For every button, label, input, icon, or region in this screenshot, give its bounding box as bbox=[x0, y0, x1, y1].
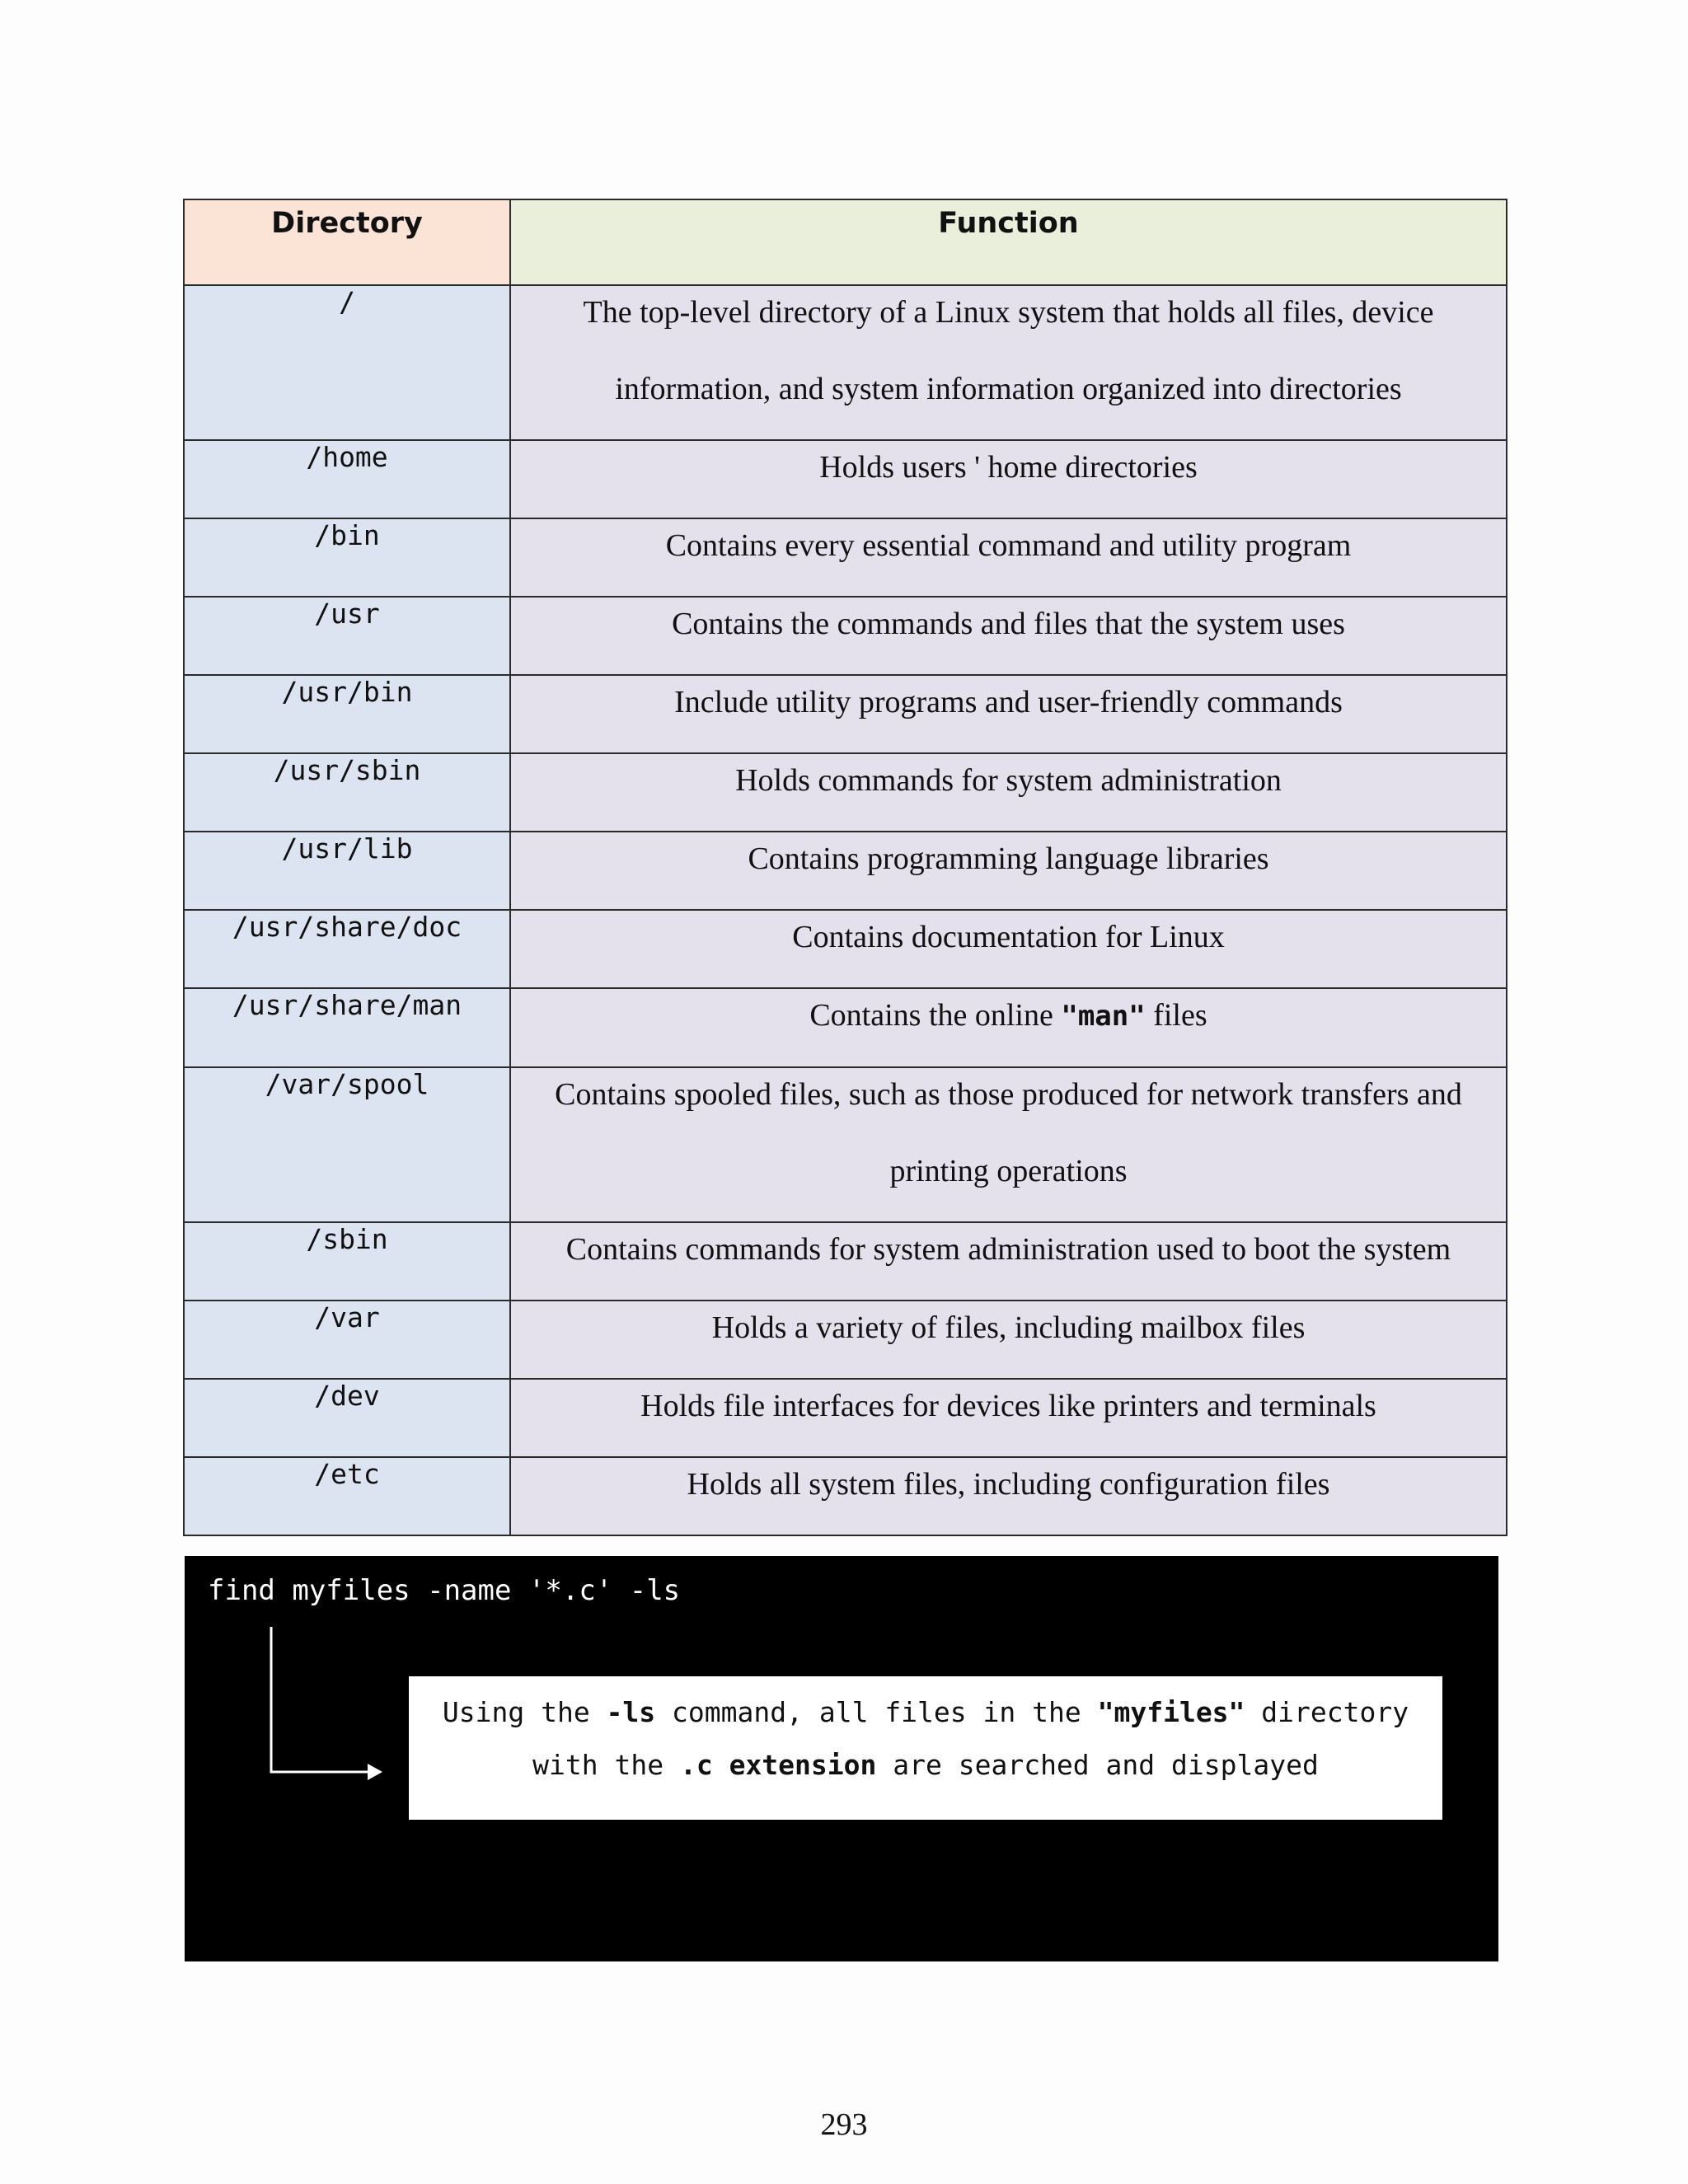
page-number: 293 bbox=[820, 2107, 868, 2142]
function-text: Contains the commands and files that the system uses bbox=[672, 607, 1345, 641]
table-header-row bbox=[184, 199, 1507, 285]
table-row bbox=[184, 1379, 1507, 1457]
function-cell bbox=[510, 1222, 1507, 1301]
table-row bbox=[184, 988, 1507, 1067]
table-row bbox=[184, 1301, 1507, 1379]
table-row bbox=[184, 675, 1507, 753]
function-cell bbox=[510, 1379, 1507, 1457]
callout-text: Using the bbox=[442, 1696, 607, 1728]
callout-text: with the bbox=[532, 1749, 680, 1781]
function-cell bbox=[510, 440, 1507, 518]
directory-cell: /usr/lib bbox=[184, 832, 510, 910]
function-cell bbox=[510, 597, 1507, 675]
table-row bbox=[184, 832, 1507, 910]
function-cell bbox=[510, 832, 1507, 910]
function-cell bbox=[510, 1067, 1507, 1222]
directory-cell: /var/spool bbox=[184, 1067, 510, 1222]
function-text: Contains documentation for Linux bbox=[792, 920, 1225, 954]
function-text: Holds users ' home directories bbox=[819, 450, 1198, 485]
function-cell bbox=[510, 988, 1507, 1067]
table-row bbox=[184, 1222, 1507, 1301]
function-text-pre: Contains the online bbox=[809, 998, 1062, 1033]
directory-cell: /home bbox=[184, 440, 510, 518]
header-directory: Directory bbox=[184, 199, 510, 285]
directory-cell: / bbox=[184, 285, 510, 440]
function-cell bbox=[510, 285, 1507, 440]
function-cell bbox=[510, 1457, 1507, 1535]
table-row bbox=[184, 753, 1507, 832]
table-row bbox=[184, 597, 1507, 675]
table-row bbox=[184, 910, 1507, 988]
directory-cell: /usr/sbin bbox=[184, 753, 510, 832]
directory-cell: /usr bbox=[184, 597, 510, 675]
table-row bbox=[184, 1067, 1507, 1222]
function-text: The top-level directory of a Linux system that holds all files, device information, and system information organized into directories bbox=[583, 295, 1434, 406]
function-text: Holds a variety of files, including mailbox files bbox=[711, 1310, 1306, 1345]
callout-emphasis: -ls bbox=[606, 1696, 656, 1728]
callout-text: are searched and displayed bbox=[876, 1749, 1319, 1781]
directory-cell: /etc bbox=[184, 1457, 510, 1535]
explanation-callout bbox=[409, 1676, 1442, 1820]
function-text: Holds file interfaces for devices like printers and terminals bbox=[640, 1389, 1376, 1423]
function-cell bbox=[510, 675, 1507, 753]
table-row bbox=[184, 440, 1507, 518]
function-cell bbox=[510, 518, 1507, 597]
header-function: Function bbox=[510, 199, 1507, 285]
directory-cell: /sbin bbox=[184, 1222, 510, 1301]
function-cell bbox=[510, 910, 1507, 988]
function-text: Include utility programs and user-friendly commands bbox=[674, 685, 1343, 719]
function-text: Holds all system files, including configuration files bbox=[687, 1467, 1330, 1502]
table-row bbox=[184, 1457, 1507, 1535]
function-cell bbox=[510, 1301, 1507, 1379]
table-row bbox=[184, 518, 1507, 597]
directory-cell: /var bbox=[184, 1301, 510, 1379]
function-text: Contains commands for system administration used to boot the system bbox=[565, 1232, 1451, 1267]
function-text bbox=[511, 977, 1506, 1055]
function-text: Contains every essential command and utility program bbox=[665, 528, 1352, 563]
function-text: Contains spooled files, such as those produced for network transfers and printing operations bbox=[555, 1077, 1462, 1188]
directory-cell: /usr/bin bbox=[184, 675, 510, 753]
callout-text: directory bbox=[1245, 1696, 1409, 1728]
inline-code: "man" bbox=[1061, 1000, 1146, 1033]
callout-line-1 bbox=[409, 1686, 1442, 1739]
callout-text: command, all files in the bbox=[655, 1696, 1098, 1728]
directory-cell: /usr/share/man bbox=[184, 988, 510, 1067]
function-text: Holds commands for system administration bbox=[735, 763, 1282, 798]
function-cell bbox=[510, 753, 1507, 832]
terminal-command: find myfiles -name '*.c' -ls bbox=[208, 1574, 681, 1607]
directory-cell: /dev bbox=[184, 1379, 510, 1457]
table-row bbox=[184, 285, 1507, 440]
callout-line-2 bbox=[409, 1739, 1442, 1792]
directory-cell: /bin bbox=[184, 518, 510, 597]
function-text-post: files bbox=[1145, 998, 1207, 1033]
function-text: Contains programming language libraries bbox=[748, 841, 1269, 876]
directory-cell: /usr/share/doc bbox=[184, 910, 510, 988]
callout-emphasis: .c extension bbox=[679, 1749, 877, 1781]
terminal-screenshot bbox=[185, 1556, 1498, 1961]
directory-table bbox=[183, 199, 1507, 1536]
callout-emphasis: "myfiles" bbox=[1097, 1696, 1245, 1728]
